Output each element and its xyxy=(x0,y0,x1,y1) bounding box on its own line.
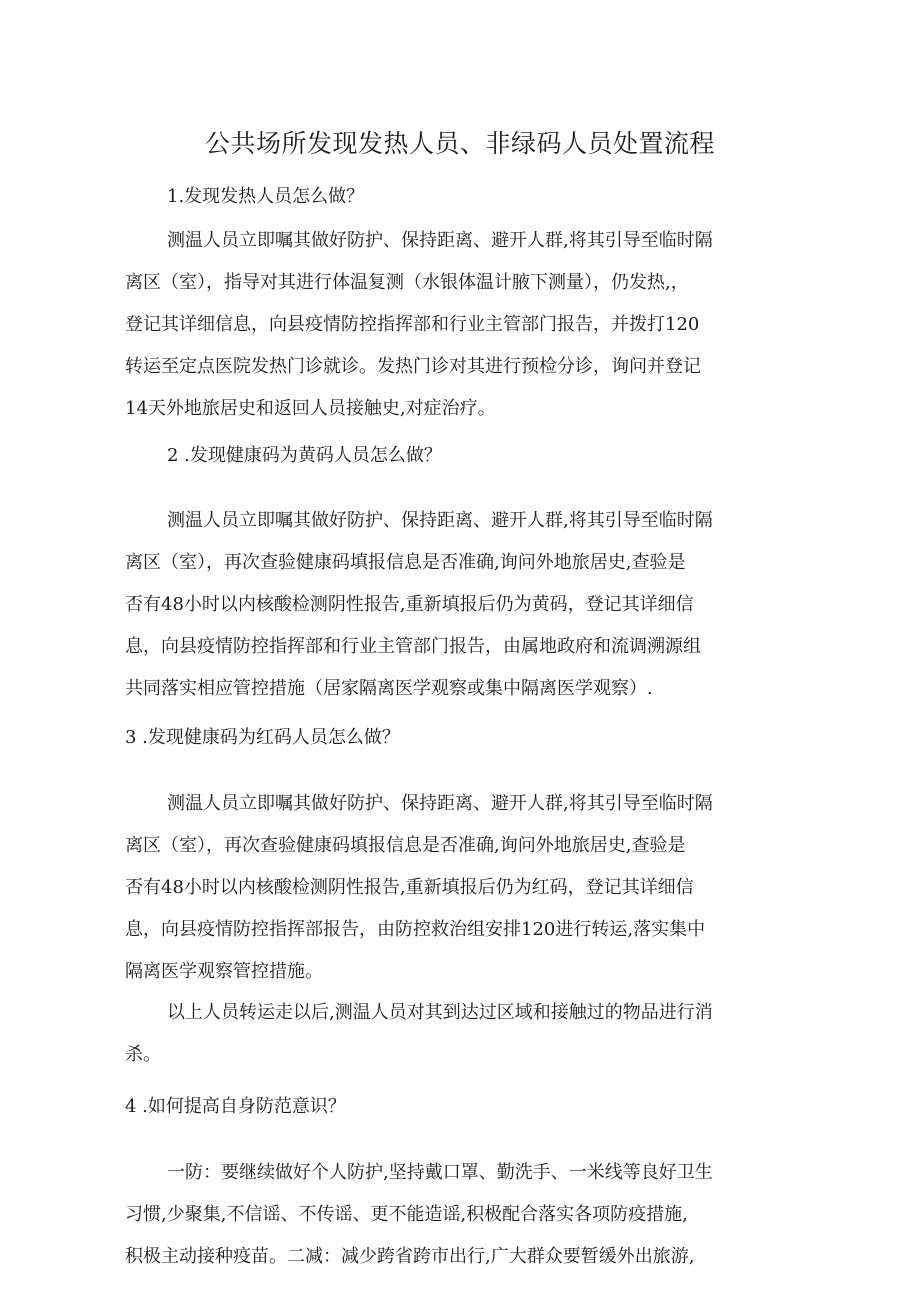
section-1-paragraph xyxy=(125,220,780,430)
paragraph-line: 共同落实相应管控措施（居家隔离医学观察或集中隔离医学观察）. xyxy=(125,678,653,699)
paragraph-line: 离区（室），再次查验健康码填报信息是否准确,询问外地旅居史,查验是 xyxy=(125,835,686,856)
paragraph-line: 否有48小时以内核酸检测阴性报告,重新填报后仍为红码，登记其详细信 xyxy=(125,877,694,898)
paragraph-line: 14天外地旅居史和返回人员接触史,对症治疗。 xyxy=(125,398,496,419)
paragraph-line: 离区（室），再次查验健康码填报信息是否准确,询问外地旅居史,查验是 xyxy=(125,552,686,573)
paragraph-line: 登记其详细信息，向县疫情防控指挥部和行业主管部门报告，并拨打120 xyxy=(125,314,700,335)
section-3-followup-paragraph xyxy=(125,992,780,1076)
paragraph-line: 否有48小时以内核酸检测阴性报告,重新填报后仍为黄码，登记其详细信 xyxy=(125,594,694,615)
paragraph-line: 测温人员立即嘱其做好防护、保持距离、避开人群,将其引导至临时隔 xyxy=(167,230,713,251)
paragraph-line: 以上人员转运走以后,测温人员对其到达过区域和接触过的物品进行消 xyxy=(167,1002,713,1023)
paragraph-line: 积极主动接种疫苗。二减：减少跨省跨市出行,广大群众要暂缓外出旅游, xyxy=(125,1246,695,1267)
paragraph-line: 测温人员立即嘱其做好防护、保持距离、避开人群,将其引导至临时隔 xyxy=(167,510,713,531)
paragraph-line: 一防：要继续做好个人防护,坚持戴口罩、勤洗手、一米线等良好卫生 xyxy=(167,1162,713,1183)
paragraph-line: 离区（室），指导对其进行体温复测（水银体温计腋下测量），仍发热,， xyxy=(125,272,689,293)
section-3-paragraph xyxy=(125,783,780,993)
paragraph-line: 隔离医学观察管控措施。 xyxy=(125,961,323,982)
paragraph-line: 习惯,少聚集,不信谣、不传谣、更不能造谣,积极配合落实各项防疫措施, xyxy=(125,1204,688,1225)
section-4-paragraph xyxy=(125,1152,780,1278)
section-2-heading: 2 .发现健康码为黄码人员怎么做？ xyxy=(167,445,442,466)
section-1-heading: 1.发现发热人员怎么做？ xyxy=(167,186,365,207)
section-4-heading: 4 .如何提高自身防范意识？ xyxy=(125,1096,346,1117)
document-title: 公共场所发现发热人员、非绿码人员处置流程 xyxy=(204,129,715,158)
section-3-heading: 3 .发现健康码为红码人员怎么做？ xyxy=(125,727,400,748)
paragraph-line: 测温人员立即嘱其做好防护、保持距离、避开人群,将其引导至临时隔 xyxy=(167,793,713,814)
paragraph-line: 杀。 xyxy=(125,1044,161,1065)
paragraph-line: 息，向县疫情防控指挥部和行业主管部门报告，由属地政府和流调溯源组 xyxy=(125,636,701,657)
paragraph-line: 息，向县疫情防控指挥部报告，由防控救治组安排120进行转运,落实集中 xyxy=(125,919,706,940)
section-2-paragraph xyxy=(125,500,780,710)
paragraph-line: 转运至定点医院发热门诊就诊。发热门诊对其进行预检分诊，询问并登记 xyxy=(125,356,701,377)
